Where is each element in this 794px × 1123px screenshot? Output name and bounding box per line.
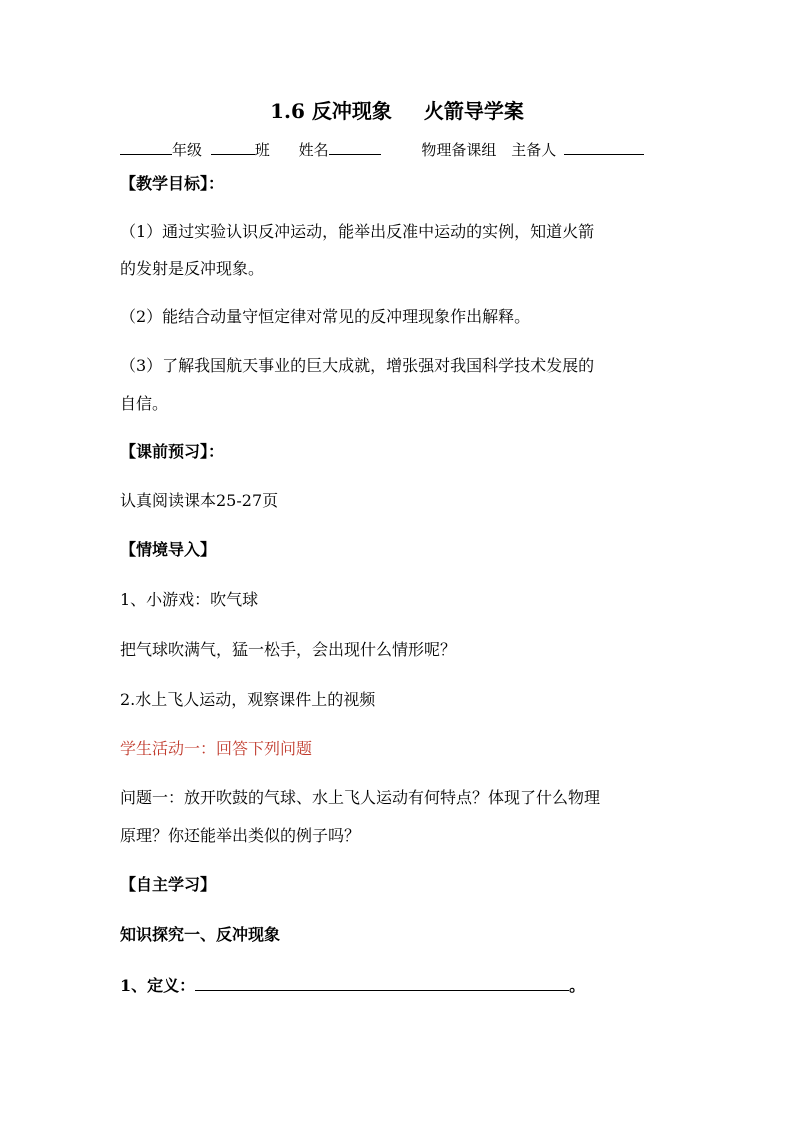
grade-blank[interactable] bbox=[120, 139, 172, 155]
definition-line bbox=[120, 975, 585, 996]
preparer-blank[interactable] bbox=[564, 139, 644, 155]
definition-blank[interactable] bbox=[195, 975, 569, 991]
preview-text: 认真阅读课本25-27页 bbox=[120, 491, 279, 510]
class-blank[interactable] bbox=[211, 139, 255, 155]
goal3-line2: 自信。 bbox=[120, 394, 169, 413]
preparer-label: 主备人 bbox=[511, 141, 557, 159]
title-part1: 1.6 反冲现象 bbox=[270, 99, 392, 123]
intro-item2: 2.水上飞人运动，观察课件上的视频 bbox=[120, 690, 376, 709]
grade-label: 年级 bbox=[172, 141, 203, 159]
goal2: （2）能结合动量守恒定律对常见的反冲理现象作出解释。 bbox=[120, 307, 531, 326]
goal1-line1: （1）通过实验认识反冲运动，能举出反准中运动的实例，知道火箭 bbox=[120, 222, 595, 241]
student-activity1: 学生活动一：回答下列问题 bbox=[120, 739, 313, 758]
question1-line1: 问题一：放开吹鼓的气球、水上飞人运动有何特点？体现了什么物理 bbox=[120, 788, 601, 807]
preview-heading: 【课前预习】： bbox=[120, 442, 225, 461]
title-part2: 火箭导学案 bbox=[423, 99, 524, 123]
goal1-line2: 的发射是反冲现象。 bbox=[120, 259, 265, 278]
self-study-heading: 【自主学习】 bbox=[120, 875, 217, 894]
group-label: 物理备课组 bbox=[421, 141, 497, 159]
name-label: 姓名 bbox=[298, 141, 329, 159]
teaching-goals-heading: 【教学目标】： bbox=[120, 174, 225, 193]
question1-line2: 原理？你还能举出类似的例子吗？ bbox=[120, 826, 361, 845]
intro-item1: 1、小游戏：吹气球 bbox=[120, 590, 259, 609]
page-title bbox=[0, 99, 794, 123]
definition-label: 1、定义： bbox=[120, 976, 196, 995]
explore1-heading: 知识探究一、反冲现象 bbox=[120, 925, 281, 944]
definition-end: 。 bbox=[569, 976, 586, 995]
name-blank[interactable] bbox=[329, 139, 381, 155]
intro-item1-text: 把气球吹满气，猛一松手，会出现什么情形呢？ bbox=[120, 640, 457, 659]
goal3-line1: （3）了解我国航天事业的巨大成就，增张强对我国科学技术发展的 bbox=[120, 356, 595, 375]
class-label: 班 bbox=[254, 141, 270, 159]
intro-heading: 【情境导入】 bbox=[120, 540, 217, 559]
student-info-line bbox=[120, 139, 644, 160]
